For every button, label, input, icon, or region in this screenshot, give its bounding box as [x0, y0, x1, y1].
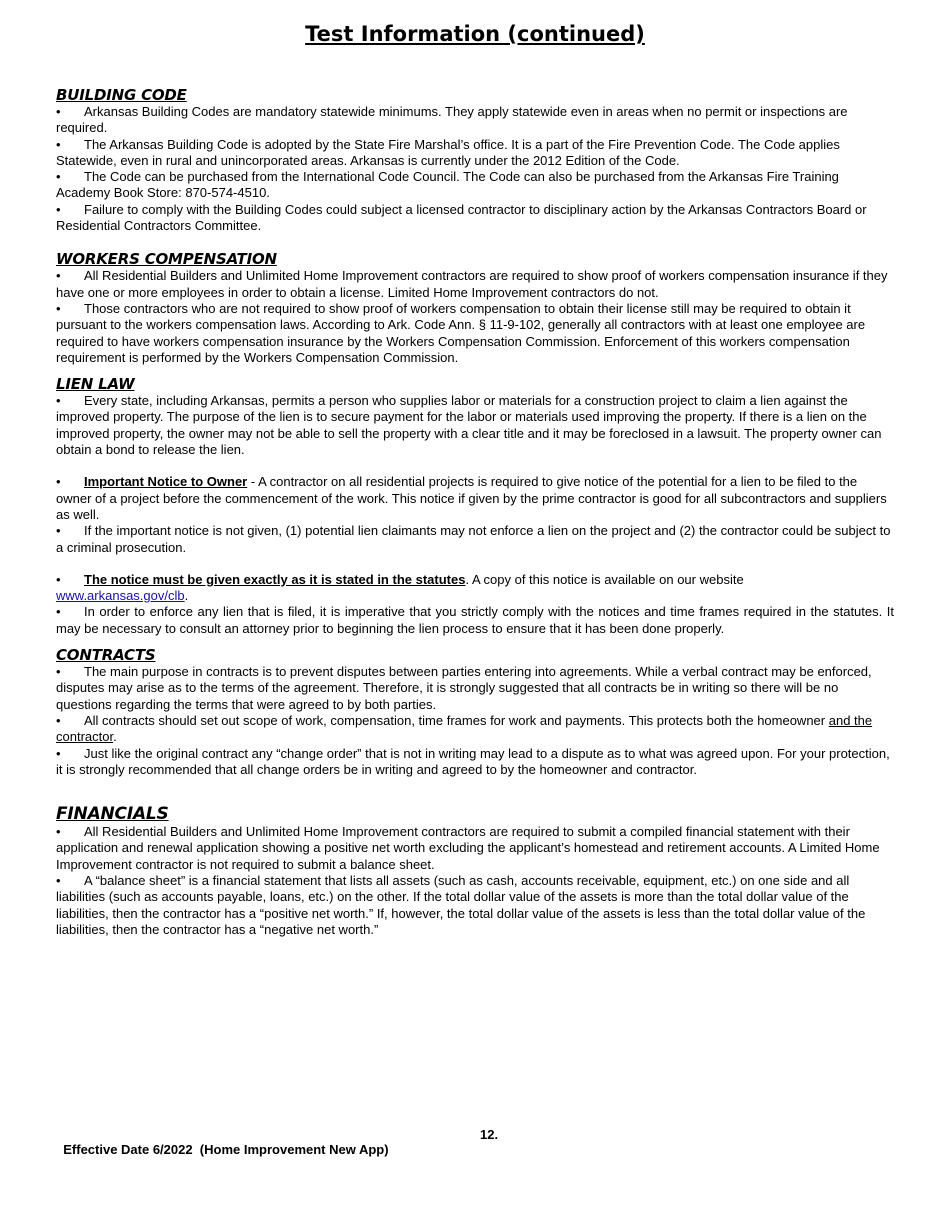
- bullet-icon: •: [56, 872, 61, 888]
- footer-effective-date: Effective Date 6/2022 (Home Improvement New App): [63, 1142, 389, 1157]
- list-item: • The main purpose in contracts is to prevent disputes between parties entering into agreements. While a verbal contract may be enforced, disputes may arise as to the terms of the agreement. Therefore, it is strongly suggested that all contracts be in writing so there will be no questions regarding the terms that were agreed to by both parties.: [56, 664, 872, 712]
- bullet-icon: •: [56, 393, 61, 409]
- bullet-icon: •: [56, 712, 61, 728]
- list-item: • The notice must be given exactly as it is stated in the statutes. A copy of this notice is available on our website www.arkansas.gov/clb.: [56, 571, 744, 604]
- page-title: Test Information (continued): [305, 22, 645, 46]
- page-number: 12.: [480, 1127, 499, 1142]
- bullet-icon: •: [56, 201, 61, 217]
- section-heading-contracts: CONTRACTS: [56, 646, 156, 665]
- section-heading-workers-compensation: WORKERS COMPENSATION: [56, 250, 277, 269]
- list-item: • Those contractors who are not required to show proof of workers compensation to obtain their license still may be required to obtain it pursuant to the workers compensation laws. According to Ark. Code Ann. § 11-9-102, generally all contractors with at least one employee are required to have workers compensation insurance by the Workers Compensation Commission. Enforcement of this workers compensation requirement is performed by the Workers Compensation Commission.: [56, 300, 866, 365]
- bullet-icon: •: [56, 824, 61, 840]
- document-body: [56, 86, 894, 938]
- bullet-icon: •: [56, 523, 61, 539]
- bullet-icon: •: [56, 745, 61, 761]
- list-item: • The Code can be purchased from the International Code Council. The Code can also be purchased from the Arkansas Fire Training Academy Book Store: 870-574-4510.: [56, 169, 839, 201]
- notice-statement-label: The notice must be given exactly as it is stated in the statutes: [84, 571, 466, 587]
- list-item: • A “balance sheet” is a financial statement that lists all assets (such as cash, accounts receivable, equipment, etc.) on one side and all liabilities (such as accounts payable, loans, etc.) on the other. If the total dollar value of the assets is more than the total dollar value of the liabilities, then the contractor has a “positive net worth.” If, however, the total dollar value of the assets is less than the total dollar value of the liabilities, then the contractor has a “negative net worth.”: [56, 872, 866, 937]
- list-item: • All contracts should set out scope of work, compensation, time frames for work and payments. This protects both the homeowner and the contractor.: [56, 712, 873, 745]
- bullet-icon: •: [56, 268, 61, 284]
- bullet-icon: •: [56, 169, 61, 185]
- bullet-icon: •: [56, 604, 61, 620]
- bullet-icon: •: [56, 571, 61, 587]
- section-heading-financials: FINANCIALS: [56, 804, 169, 825]
- underlined-text: and the contractor: [56, 712, 873, 745]
- list-item: • Failure to comply with the Building Codes could subject a licensed contractor to disciplinary action by the Arkansas Contractors Board or Residential Contractors Committee.: [56, 201, 867, 234]
- website-link[interactable]: www.arkansas.gov/clb: [56, 588, 185, 604]
- section-heading-building-code: BUILDING CODE: [56, 86, 187, 104]
- important-notice-label: Important Notice to Owner: [84, 474, 248, 490]
- list-item: • Important Notice to Owner - A contractor on all residential projects is required to give notice of the potential for a lien to be filed to the owner of a project before the commencement of the work. This notice if given by the prime contractor is good for all subcontractors and suppliers as well.: [56, 474, 887, 522]
- section-heading-lien-law: LIEN LAW: [56, 375, 135, 394]
- list-item: • Arkansas Building Codes are mandatory statewide minimums. They apply statewide even in areas when no permit or inspections are required.: [56, 104, 848, 136]
- bullet-icon: •: [56, 136, 61, 152]
- list-item: • All Residential Builders and Unlimited Home Improvement contractors are required to show proof of workers compensation insurance if they have one or more employees in order to obtain a license. Limited Home Improvement contractors do not.: [56, 268, 888, 300]
- list-item: • Every state, including Arkansas, permits a person who supplies labor or materials for a construction project to claim a lien against the improved property. The purpose of the lien is to secure payment for the labor or materials used improving the property. If there is a lien on the improved property, the owner may not be able to sell the property with a clear title and it may be foreclosed in a lawsuit. The property owner can obtain a bond to release the lien.: [56, 393, 882, 458]
- list-item: • If the important notice is not given, (1) potential lien claimants may not enforce a lien on the project and (2) the contractor could be subject to a criminal prosecution.: [56, 523, 891, 555]
- bullet-icon: •: [56, 104, 61, 119]
- bullet-icon: •: [56, 664, 61, 680]
- list-item: • Just like the original contract any “change order” that is not in writing may lead to a dispute as to what was agreed upon. For your protection, it is strongly recommended that all change orders be in writing and agreed to by the homeowner and contractor.: [56, 745, 890, 777]
- bullet-icon: •: [56, 474, 61, 490]
- page-footer: [56, 1127, 499, 1172]
- list-item: • All Residential Builders and Unlimited Home Improvement contractors are required to submit a compiled financial statement with their application and renewal application showing a positive net worth excluding the applicant’s homestead and retirement accounts. A Limited Home Improvement contractor is not required to submit a balance sheet.: [56, 824, 880, 872]
- list-item: • The Arkansas Building Code is adopted by the State Fire Marshal’s office. It is a part of the Fire Prevention Code. The Code applies Statewide, even in rural and unincorporated areas. Arkansas is currently under the 2012 Edition of the Code.: [56, 136, 840, 168]
- bullet-icon: •: [56, 300, 61, 316]
- list-item: • In order to enforce any lien that is filed, it is imperative that you strictly comply with the notices and time frames required in the statutes. It may be necessary to consult an attorney prior to beginning the lien process to ensure that it has been done properly.: [56, 604, 894, 636]
